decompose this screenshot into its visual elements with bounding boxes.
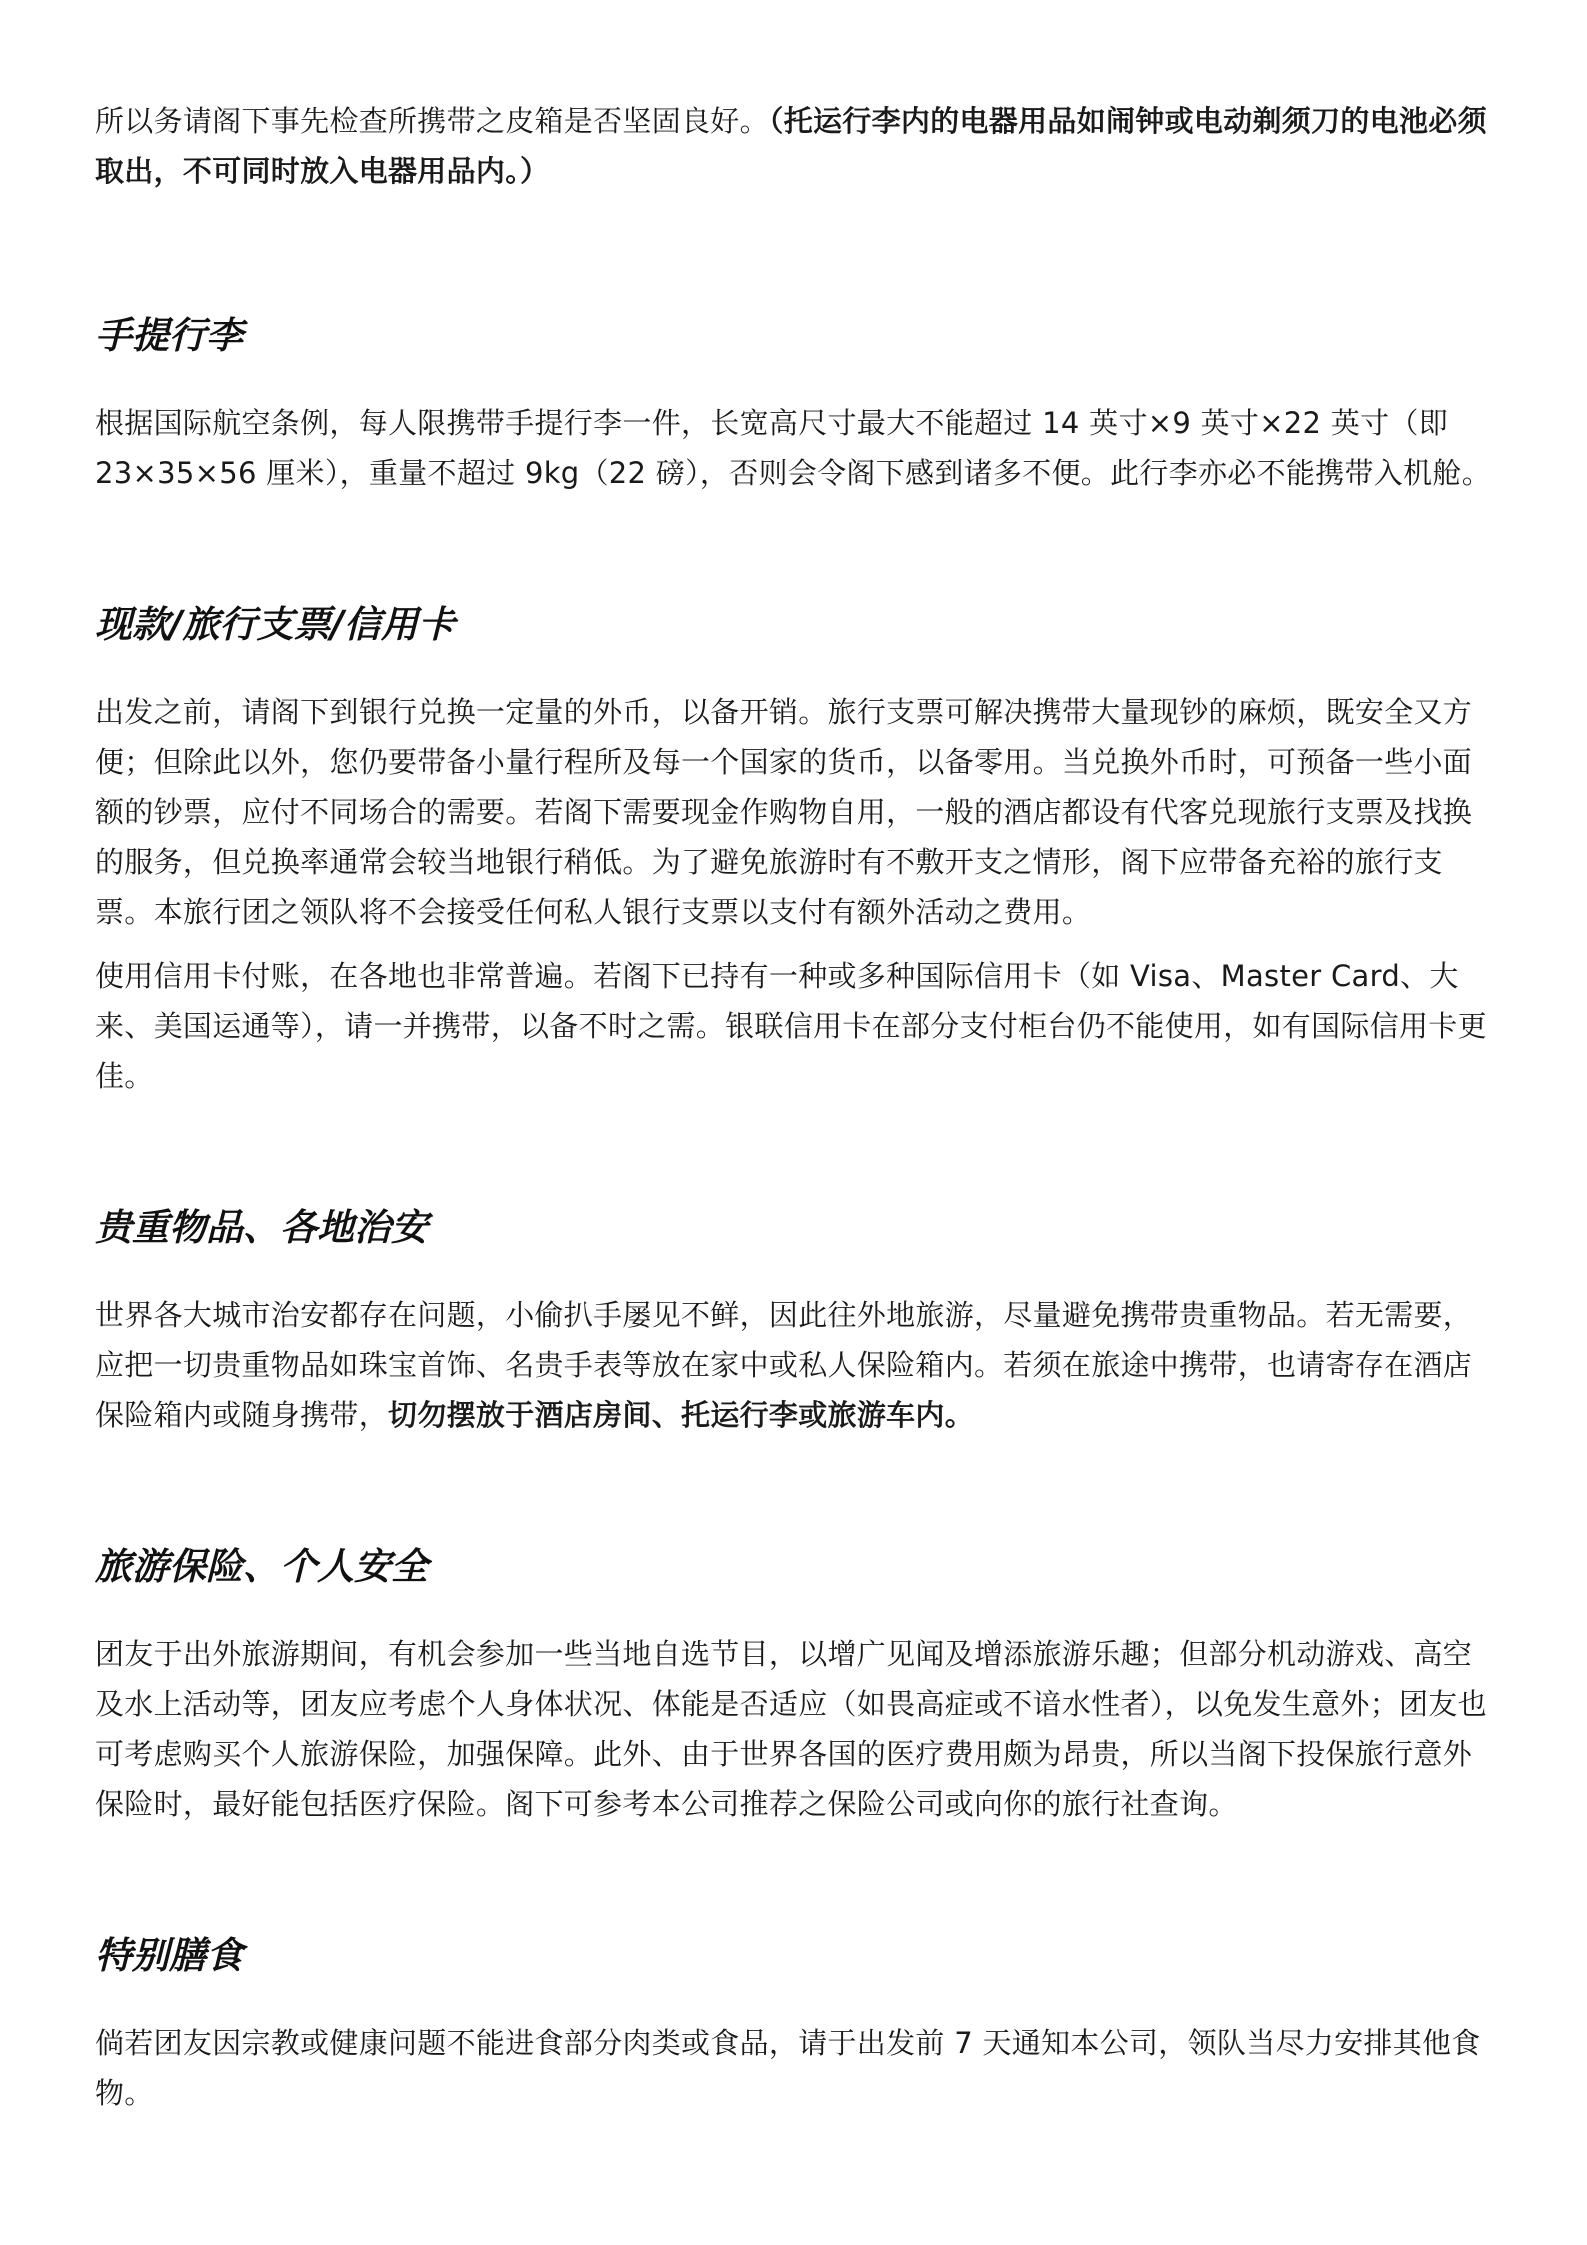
section-heading-valuables-security: 贵重物品、各地治安: [95, 1206, 428, 1249]
special-meals-paragraph: 倘若团友因宗教或健康问题不能进食部分肉类或食品，请于出发前 7 天通知本公司，领队当尽力安排其他食物。: [95, 2026, 1481, 2110]
section-heading-insurance-safety: 旅游保险、个人安全: [95, 1545, 428, 1588]
credit-card-paragraph: 使用信用卡付账，在各地也非常普遍。若阁下已持有一种或多种国际信用卡（如 Visa、Master Card、大来、美国运通等），请一并携带，以备不时之需。银联信用卡在部分支付柜台仍不能使用，如有国际信用卡更佳。: [95, 959, 1487, 1093]
section-heading-cash-cheques-cards: 现款/旅行支票/信用卡: [95, 603, 456, 646]
section-heading-special-meals: 特别膳食: [95, 1934, 243, 1977]
valuables-bold-warning: 切勿摆放于酒店房间、托运行李或旅游车内。: [388, 1398, 975, 1432]
intro-text: 所以务请阁下事先检查所携带之皮箱是否坚固良好。: [95, 104, 769, 138]
carry-on-luggage-paragraph: 根据国际航空条例，每人限携带手提行李一件，长宽高尺寸最大不能超过 14 英寸×9 英寸×22 英寸（即 23×35×56 厘米），重量不超过 9kg（22 磅），否则会令阁下感到诸多不便。此行李亦必不能携带入机舱。: [95, 406, 1492, 490]
section-heading-carry-on-luggage: 手提行李: [95, 314, 243, 357]
valuables-text: 世界各大城市治安都存在问题，小偷扒手屡见不鲜，因此往外地旅游，尽量避免携带贵重物品。若无需要，应把一切贵重物品如珠宝首饰、名贵手表等放在家中或私人保险箱内。若须在旅途中携带，也请寄存在酒店保险箱内或随身携带，: [95, 1298, 1473, 1432]
cash-cheques-paragraph: 出发之前，请阁下到银行兑换一定量的外币，以备开销。旅行支票可解决携带大量现钞的麻烦，既安全又方便；但除此以外，您仍要带备小量行程所及每一个国家的货币，以备零用。当兑换外币时，可预备一些小面额的钞票，应付不同场合的需要。若阁下需要现金作购物自用，一般的酒店都设有代客兑现旅行支票及找换的服务，但兑换率通常会较当地银行稍低。为了避免旅游时有不敷开支之情形，阁下应带备充裕的旅行支票。本旅行团之领队将不会接受任何私人银行支票以支付有额外活动之费用。: [95, 695, 1473, 929]
insurance-paragraph: 团友于出外旅游期间，有机会参加一些当地自选节目，以增广见闻及增添旅游乐趣；但部分机动游戏、高空及水上活动等，团友应考虑个人身体状况、体能是否适应（如畏高症或不谙水性者），以免发生意外；团友也可考虑购买个人旅游保险，加强保障。此外、由于世界各国的医疗费用颇为昂贵，所以当阁下投保旅行意外保险时，最好能包括医疗保险。阁下可参考本公司推荐之保险公司或向你的旅行社查询。: [95, 1637, 1487, 1821]
valuables-paragraph: [95, 1290, 1495, 1440]
intro-paragraph: [95, 96, 1495, 196]
intro-bold-note: （托运行李内的电器用品如闹钟或电动剃须刀的电池必须取出，不可同时放入电器用品内。）: [95, 104, 1487, 188]
document-page: [95, 96, 1495, 2118]
